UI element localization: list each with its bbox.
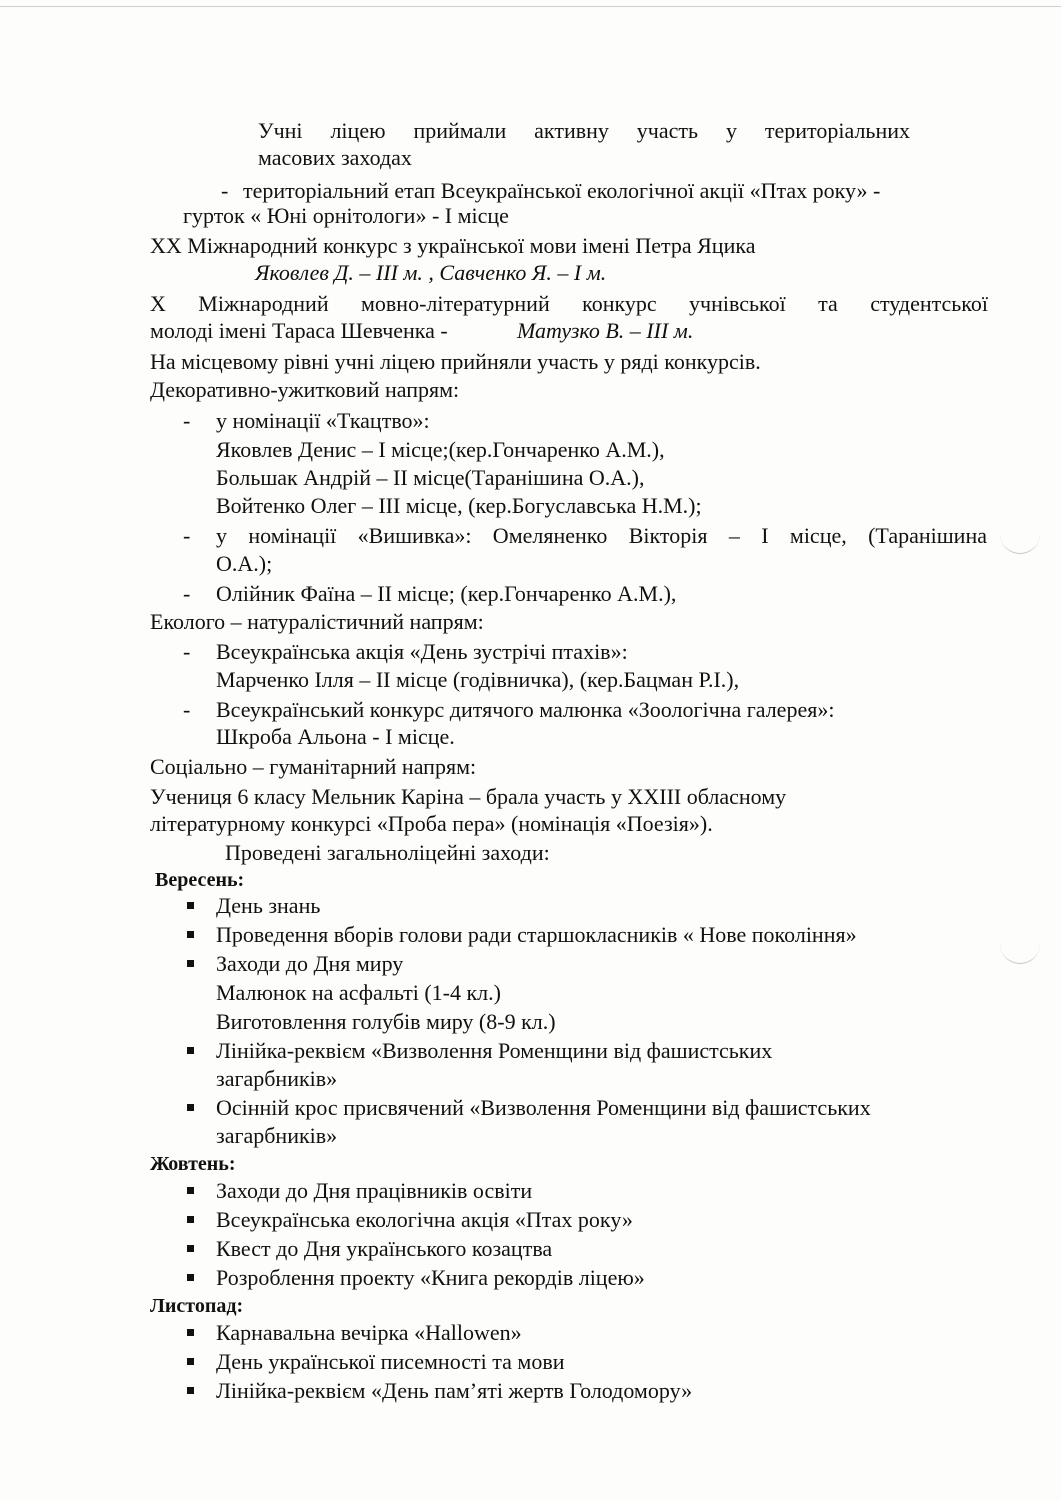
embroidery-line-2: О.А.); <box>216 551 273 576</box>
bullet-square <box>187 1274 194 1281</box>
event-item: Всеукраїнська екологічна акція «Птах року» <box>216 1207 633 1232</box>
dash-marker: - <box>183 639 191 664</box>
weaving-winner-1: Яковлев Денис – І місце;(кер.Гончаренко А.М.), <box>216 437 665 462</box>
contest-shevchenko-winners: Матузко В. – ІІІ м. <box>517 318 694 343</box>
contest-yatsyk-title: ХХ Міжнародний конкурс з української мови імені Петра Яцика <box>150 233 756 258</box>
social-line-1: Учениця 6 класу Мельник Каріна – брала участь у ХХІІІ обласному <box>150 784 787 809</box>
punch-hole-mark <box>1000 935 1040 964</box>
olinyk-line: Олійник Фаїна – ІІ місце; (кер.Гончаренко А.М.), <box>216 581 677 606</box>
dash-marker: - <box>183 697 191 722</box>
event-item: День знань <box>216 893 321 918</box>
event-item: Заходи до Дня працівників освіти <box>216 1178 533 1203</box>
bullet-square <box>187 1245 194 1252</box>
event-item: Карнавальна вечірка «Hallowen» <box>216 1320 522 1345</box>
events-heading: Проведені загальноліцейні заходи: <box>225 840 550 865</box>
event-item: День української писемності та мови <box>216 1349 565 1374</box>
event-item: Лінійка-реквієм «День пам’яті жертв Голодомору» <box>216 1378 693 1403</box>
dash-marker: - <box>183 523 191 548</box>
bullet-square <box>187 1047 194 1054</box>
social-line-2: літературному конкурсі «Проба пера» (номінація «Поезія»). <box>150 811 713 836</box>
embroidery-line-1: у номінації «Вишивка»: Омеляненко Вікторія – І місце, (Таранішина <box>216 523 987 548</box>
event-item: Квест до Дня українського козацтва <box>216 1236 553 1261</box>
drawing-winner: Шкроба Альона - І місце. <box>216 724 455 749</box>
weaving-winner-2: Большак Андрій – ІІ місце(Таранішина О.А.), <box>216 465 645 490</box>
event-item-cont: загарбників» <box>216 1066 338 1091</box>
event-item-cont: загарбників» <box>216 1123 338 1148</box>
birds-day-winner: Марченко Ілля – ІІ місце (годівничка), (кер.Бацман Р.І.), <box>216 667 740 692</box>
page-top-edge <box>0 6 1061 7</box>
territorial-dash: - <box>221 178 229 203</box>
event-item: Заходи до Дня миру <box>216 951 404 976</box>
event-item: Лінійка-реквієм «Визволення Роменщини від фашистських <box>216 1038 773 1063</box>
event-item: Осінній крос присвячений «Визволення Роменщини від фашистських <box>216 1095 871 1120</box>
bullet-square <box>187 931 194 938</box>
intro-line-1: Учні ліцею приймали активну участь у територіальних <box>258 118 910 143</box>
birds-day-label: Всеукраїнська акція «День зустрічі птахів»: <box>216 639 628 664</box>
month-heading-september: Вересень: <box>155 869 245 891</box>
bullet-square <box>187 1104 194 1111</box>
decorative-heading: Декоративно-ужитковий напрям: <box>150 377 460 402</box>
dash-marker: - <box>183 408 191 433</box>
weaving-winner-3: Войтенко Олег – ІІІ місце, (кер.Богуславська Н.М.); <box>216 493 702 518</box>
contest-shevchenko-title-2: молоді імені Тараса Шевченка - <box>150 318 448 343</box>
month-heading-november: Листопад: <box>150 1295 244 1317</box>
territorial-item: територіальний етап Всеукраїнської екологічної акції «Птах року» - <box>243 178 881 203</box>
dash-marker: - <box>183 581 191 606</box>
territorial-item-cont: гурток « Юні орнітологи» - І місце <box>183 203 509 228</box>
bullet-square <box>187 1216 194 1223</box>
local-intro: На місцевому рівні учні ліцею прийняли участь у ряді конкурсів. <box>150 349 761 374</box>
drawing-label: Всеукраїнський конкурс дитячого малюнка «Зоологічна галерея»: <box>216 697 835 722</box>
contest-shevchenko-title-1: Х Міжнародний мовно-літературний конкурс учнівської та студентської <box>150 291 988 316</box>
bullet-square <box>187 960 194 967</box>
contest-yatsyk-winners: Яковлев Д. – ІІІ м. , Савченко Я. – І м. <box>255 260 607 285</box>
intro-line-2: масових заходах <box>258 145 412 170</box>
social-heading: Соціально – гуманітарний напрям: <box>150 754 477 779</box>
bullet-square <box>187 1187 194 1194</box>
bullet-square <box>187 902 194 909</box>
bullet-square <box>187 1358 194 1365</box>
event-subitem: Виготовлення голубів миру (8-9 кл.) <box>216 1009 556 1034</box>
event-item: Проведення вборів голови ради старшокласників « Нове покоління» <box>216 922 857 947</box>
bullet-square <box>187 1329 194 1336</box>
punch-hole-mark <box>1000 525 1040 554</box>
weaving-label: у номінації «Ткацтво»: <box>216 408 430 433</box>
bullet-square <box>187 1387 194 1394</box>
month-heading-october: Жовтень: <box>150 1153 236 1175</box>
event-item: Розроблення проекту «Книга рекордів ліцею» <box>216 1265 645 1290</box>
event-subitem: Малюнок на асфальті (1-4 кл.) <box>216 980 501 1005</box>
eco-heading: Еколого – натуралістичний напрям: <box>150 609 484 634</box>
